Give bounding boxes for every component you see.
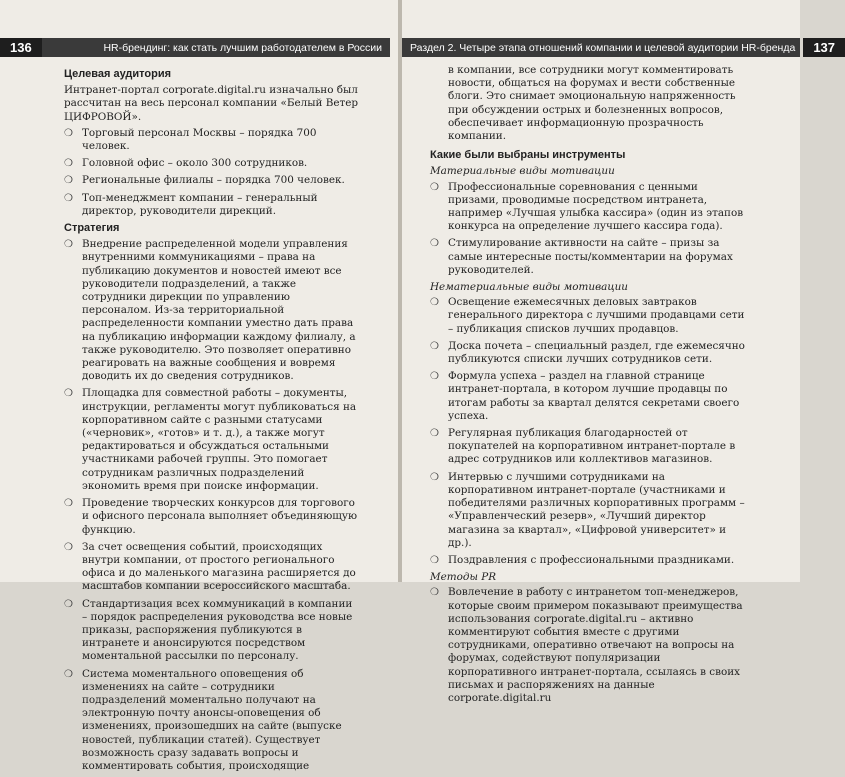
right-column [430, 64, 750, 709]
target-audience-intro: Интранет-портал corporate.digital.ru изначально был рассчитан на весь персонал компании «Белый Ветер ЦИФРОВОЙ». [64, 84, 359, 123]
strategy-list [64, 238, 360, 773]
list-item: ❍ Торговый персонал Москвы – порядка 700 человек. [64, 126, 317, 153]
heading-target-audience: Целевая аудитория [64, 68, 172, 80]
list-item: ❍ Интервью с лучшими сотрудниками на корпоративном интранет-портале (участниками и победителями различных корпоративных программ – «Управленческий резерв», «Лучший директор магазина за квартал», «Цифровой университет» и др.). [430, 470, 745, 549]
list-item: ❍ Вовлечение в работу с интранетом топ-менеджеров, которые своим примером показывают преимущества использования corporate.digital.ru – активно комментируют события вместе с другими сотрудниками, оперативно отвечают на вопросы на форумах, содействуют популяризации корпоративного интранет-портала, ссылаясь в своих письмах и распоряжениях на данные corporate.digital.ru [430, 586, 743, 704]
list-item: ❍ Стимулирование активности на сайте – призы за самые интересные посты/комментарии на форумах руководителей. [430, 237, 733, 276]
bullet-icon: ❍ [64, 388, 73, 400]
list-item: ❍ Формула успеха – раздел на главной странице интранет-портала, в котором лучшие продавцы по итогам работы за квартал делятся секретами своего успеха. [430, 370, 740, 422]
bullet-icon: ❍ [64, 127, 73, 139]
target-audience-list [64, 127, 360, 218]
left-page-number: 136 [0, 38, 42, 57]
list-item: ❍ Регулярная публикация благодарностей от покупателей на корпоративном интранет-портале в адрес сотрудников или коллективов магазинов. [430, 427, 736, 466]
subheading-material-motivation: Материальные виды мотивации [430, 165, 615, 178]
nonmaterial-motivation-list [430, 296, 750, 567]
bullet-icon: ❍ [64, 598, 73, 610]
list-item: ❍ Поздравления с профессиональными праздниками. [430, 553, 735, 566]
bullet-icon: ❍ [64, 175, 73, 187]
right-running-title: Раздел 2. Четыре этапа отношений компании и целевой аудитории HR-бренда [410, 41, 796, 54]
list-item: ❍ Стандартизация всех коммуникаций в компании – порядок распределения руководства все новые приказы, распоряжения публикуются в интранете и анонсируются посредством моментальной рассылки по персоналу. [64, 597, 353, 663]
list-item: ❍ Освещение ежемесячных деловых завтраков генерального директора с лучшими продавцами сети – публикация списков лучших продавцов. [430, 296, 745, 335]
list-item: ❍ Проведение творческих конкурсов для торгового и офисного персонала выполняет объединяющую функцию. [64, 497, 358, 536]
list-item: ❍ Региональные филиалы – порядка 700 человек. [64, 174, 345, 187]
left-page [0, 0, 399, 772]
subheading-pr-methods: Методы PR [430, 571, 497, 584]
list-item: ❍ Профессиональные соревнования с ценными призами, проводимые посредством интранета, например «Лучшая улыбка кассира» (один из этапов конкурса на определение лучшего кассира года). [430, 180, 744, 233]
bullet-icon: ❍ [64, 239, 73, 251]
list-item: ❍ Доска почета – специальный раздел, где ежемесячно публикуются списки лучших сотрудников сети. [430, 339, 745, 366]
bullet-icon: ❍ [64, 158, 73, 170]
left-column [64, 64, 360, 777]
bullet-icon: ❍ [430, 238, 439, 250]
material-motivation-list [430, 181, 750, 277]
bullet-icon: ❍ [430, 471, 439, 483]
bullet-icon: ❍ [430, 428, 439, 440]
right-page-number: 137 [803, 38, 845, 57]
pr-methods-list [430, 586, 750, 705]
bullet-icon: ❍ [64, 498, 73, 510]
subheading-nonmaterial-motivation: Нематериальные виды мотивации [430, 281, 628, 294]
bullet-icon: ❍ [430, 587, 439, 599]
left-running-header [0, 38, 390, 57]
heading-tools: Какие были выбраны инструменты [430, 149, 626, 162]
bullet-icon: ❍ [64, 192, 73, 204]
continuation-text: в компании, все сотрудники могут комментировать новости, общаться на форумах и вести собственные блоги. Это снимает эмоциональную напряженность при обсуждении острых и болезненных вопросов, обеспечивает информационную прозрачность компании. [448, 64, 736, 143]
bullet-icon: ❍ [64, 541, 73, 553]
heading-strategy: Стратегия [64, 222, 120, 235]
bullet-icon: ❍ [64, 668, 73, 680]
bullet-icon: ❍ [430, 340, 439, 352]
list-item: ❍ Внедрение распределенной модели управления внутренними коммуникациями – права на публикацию документов и новостей имеют все руководители подразделений, а также сотрудники дирекции по управлению персоналом. Из-за территориальной распределенности компании уместно дать права на публикацию информации каждому филиалу, а также руководителю. Это позволяет оперативно реагировать на важные сообщения и вовремя доводить их до сведения сотрудников. [64, 238, 356, 383]
list-item: ❍ Топ-менеджмент компании – генеральный директор, руководители дирекций. [64, 191, 318, 217]
list-item: ❍ За счет освещения событий, происходящих внутри компании, от простого регионального офиса и до маленького магазина расширяется до масштабов компании всероссийского масштаба. [64, 540, 356, 593]
list-item: ❍ Головной офис – около 300 сотрудников. [64, 157, 308, 170]
bullet-icon: ❍ [430, 371, 439, 383]
bullet-icon: ❍ [430, 297, 439, 309]
bullet-icon: ❍ [430, 181, 439, 193]
list-item: ❍ Система моментального оповещения об изменениях на сайте – сотрудники подразделений моментально получают на электронную почту анонсы-оповещения об изменениях, произошедших на сайте (выпуске новостей, публикации статей). Существует возможность сразу задавать вопросы и комментировать события, происходящие [64, 667, 342, 772]
bullet-icon: ❍ [430, 554, 439, 566]
right-running-header [402, 38, 836, 57]
list-item: ❍ Площадка для совместной работы – документы, инструкции, регламенты могут публиковаться на корпоративном сайте с разными статусами («черновик», «готов» и т. д.), а также могут редактироваться и обсуждаться остальными участниками рабочей группы. Это помогает сотрудникам различных подразделений экономить время при поиске информации. [64, 387, 357, 492]
right-page [402, 0, 836, 704]
left-running-title: HR-брендинг: как стать лучшим работодателем в России [103, 41, 382, 54]
